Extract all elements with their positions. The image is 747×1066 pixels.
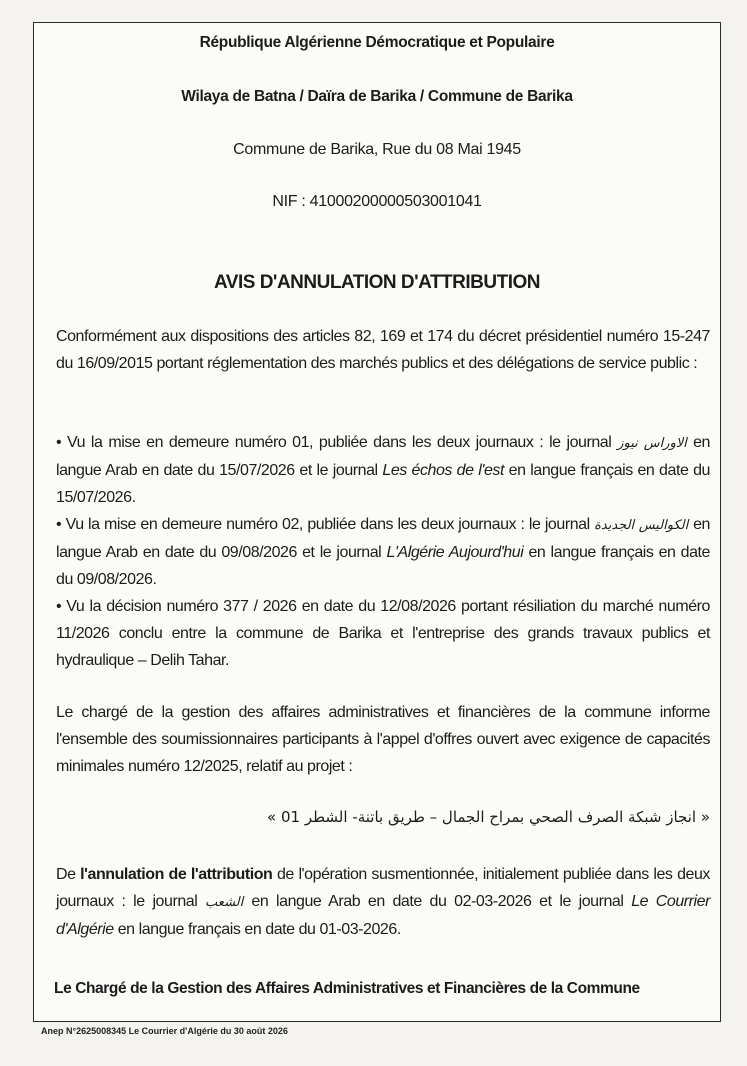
decision-journal: Le Courrier d'Algérie: [56, 893, 710, 938]
closing-signature: Le Chargé de la Gestion des Affaires Administratives et Financières de la Commune: [54, 980, 640, 997]
decision-part1: de l'opération susmentionnée, initialement publiée dans les deux journaux : le journal: [56, 866, 710, 910]
decision-part3: en langue français en date du 01-03-2026.: [113, 921, 401, 938]
bullet-1-post: en langue français en date du 15/07/2026.: [56, 462, 710, 506]
footer-anep: Anep N°2625008345: [41, 1026, 127, 1036]
bullet-2-arabic-journal: الكواليس الجديدة: [594, 518, 689, 533]
bullet-2-post: en langue français en date du 09/08/2026.: [56, 544, 710, 588]
bullet-2-mid: en langue Arab en date du 09/08/2026 et le journal: [56, 516, 711, 561]
bullet-item-1: • Vu la mise en demeure numéro 01, publiée dans les deux journaux : le journal الاوراس نيوز en langue Arab en date du 15/07/2026 et le journal Les échos de l'est en langue français en date du 15/07/2026.: [56, 434, 710, 506]
header-address: Commune de Barika, Rue du 08 Mai 1945: [233, 141, 521, 158]
header-republic: République Algérienne Démocratique et Populaire: [199, 34, 555, 51]
intro-paragraph: Conformément aux dispositions des articles 82, 169 et 174 du décret présidentiel numéro 15-247 du 16/09/2015 portant réglementation des marchés publics et des délégations de service public :: [56, 328, 710, 372]
footer-source: Le Courrier d'Algérie du 30 août 2026: [128, 1026, 288, 1036]
decision-bold: l'annulation de l'attribution: [80, 866, 273, 883]
footer-reference: [41, 1026, 288, 1036]
decision-de: De: [56, 866, 81, 883]
project-quote: « انجاز شبكة الصرف الصحي بمراح الجمال – طريق باتنة- الشطر 01 »: [267, 808, 710, 826]
header-wilaya: Wilaya de Batna / Daïra de Barika / Commune de Barika: [181, 88, 573, 105]
decision-part2: en langue Arab en date du 02-03-2026 et le journal: [243, 893, 632, 910]
decision-paragraph: [56, 861, 710, 943]
bullet-3-text: Vu la décision numéro 377 / 2026 en date du 12/08/2026 portant résiliation du marché numéro 11/2026 conclu entre la commune de Barika et l'entreprise des grands travaux publics et hydraulique – Delih Tahar.: [56, 598, 710, 669]
bullet-list: [56, 429, 710, 674]
bullet-1-pre: Vu la mise en demeure numéro 01, publiée dans les deux journaux : le journal: [67, 434, 618, 451]
bullet-2-pre: Vu la mise en demeure numéro 02, publiée dans les deux journaux : le journal: [65, 516, 595, 533]
page-title: AVIS D'ANNULATION D'ATTRIBUTION: [213, 272, 540, 293]
bullet-1-journal: Les échos de l'est: [382, 462, 504, 479]
bullet-1-mid: en langue Arab en date du 15/07/2026 et le journal: [56, 434, 710, 479]
bullet-item-3: • Vu la décision numéro 377 / 2026 en date du 12/08/2026 portant résiliation du marché numéro 11/2026 conclu entre la commune de Barika et l'entreprise des grands travaux publics et hydraulique – Delih Tahar.: [56, 598, 710, 669]
inform-paragraph: Le chargé de la gestion des affaires administratives et financières de la commune informe l'ensemble des soumissionnaires participants à l'appel d'offres ouvert avec exigence de capacités minimales numéro 12/2025, relatif au projet :: [56, 704, 710, 775]
header-nif: NIF : 41000200000503001041: [272, 193, 482, 210]
bullet-1-arabic-journal: الاوراس نيوز: [617, 436, 687, 451]
decision-arabic-journal: الشعب: [205, 895, 244, 910]
bullet-item-2: • Vu la mise en demeure numéro 02, publiée dans les deux journaux : le journal الكواليس الجديدة en langue Arab en date du 09/08/2026 et le journal L'Algérie Aujourd'hui en langue français en date du 09/08/2026.: [56, 516, 711, 588]
notice-frame: [33, 22, 721, 1036]
bullet-2-journal: L'Algérie Aujourd'hui: [386, 544, 524, 561]
